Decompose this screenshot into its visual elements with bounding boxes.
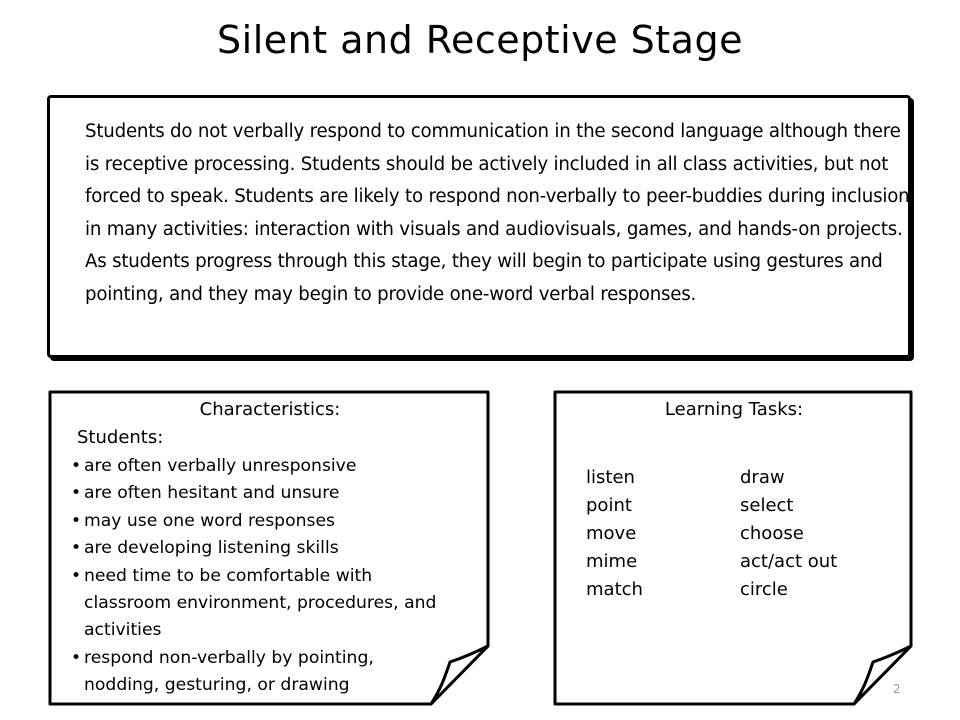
list-item: move [586, 523, 637, 544]
characteristics-card [48, 390, 492, 706]
description-text: Students do not verbally respond to communication in the second language although there is receptive processing. Students should be actively included in all class activities, but not forced to speak. Students are likely to respond non-verbally to peer-buddies during inclusion in many activities: interaction with visuals and audiovisuals, games, and hands-on projects. As students progress through this stage, they will begin to participate using gestures and pointing, and they may begin to provide one-word verbal responses. [85, 121, 910, 305]
list-item: point [586, 495, 632, 516]
learning-tasks-column-2 [740, 464, 837, 604]
list-item: • respond non-verbally by pointing, nodding, gesturing, or drawing [70, 645, 424, 700]
list-item: • need time to be comfortable with classroom environment, procedures, and activities [70, 563, 464, 645]
list-item: • are often verbally unresponsive [70, 453, 464, 480]
learning-tasks-card [553, 390, 915, 706]
characteristics-list [70, 453, 464, 700]
list-item: circle [740, 579, 788, 600]
list-item: mime [586, 551, 638, 572]
list-item: select [740, 495, 794, 516]
page-number: 2 [893, 682, 901, 696]
characteristics-subheading: Students: [77, 427, 164, 448]
list-item: • are often hesitant and unsure [70, 480, 464, 507]
list-item: act/act out [740, 551, 838, 572]
list-item: match [586, 579, 643, 600]
slide-title: Silent and Receptive Stage [217, 18, 743, 62]
list-item: draw [740, 467, 785, 488]
learning-tasks-heading: Learning Tasks: [664, 399, 804, 420]
list-item: listen [586, 467, 635, 488]
characteristics-heading: Characteristics: [199, 399, 341, 420]
list-item: • may use one word responses [70, 508, 464, 535]
list-item: • are developing listening skills [70, 535, 464, 562]
learning-tasks-column-1 [586, 464, 643, 604]
description-box [47, 95, 911, 358]
list-item: choose [740, 523, 804, 544]
